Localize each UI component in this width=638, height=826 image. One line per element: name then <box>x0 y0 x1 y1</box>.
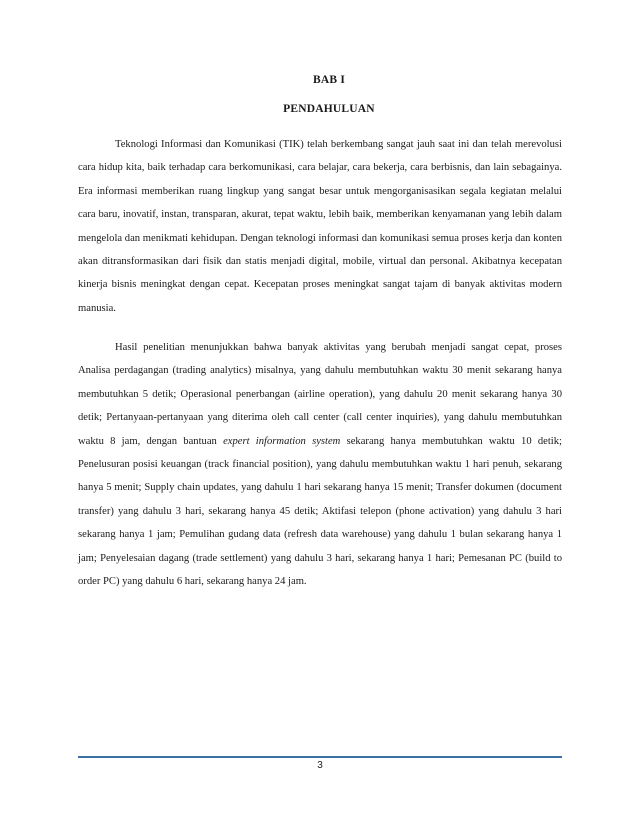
italic-term: expert information system <box>223 435 341 447</box>
paragraph-research-text-start: Hasil penelitian menunjukkan bahwa banyak aktivitas yang berubah menjadi sangat cepat, proses Analisa perdagangan (trading analytics) misalnya, yang dahulu membutuhkan waktu 30 menit sekarang hanya membutuhkan 5 detik; Operasional penerbangan (airline operation), yang dahulu 20 menit sekarang hanya 30 detik; Pertanyaan-pertanyaan yang diterima oleh call center (call center inquiries), yang dahulu membutuhkan waktu 8 jam, dengan bantuan <box>78 342 562 447</box>
chapter-title: PENDAHULUAN <box>283 103 375 115</box>
footer-rule <box>78 756 562 758</box>
chapter-number: BAB I <box>313 74 345 86</box>
page-number: 3 <box>317 760 323 771</box>
paragraph-research <box>78 336 562 593</box>
paragraph-intro: Teknologi Informasi dan Komunikasi (TIK) telah berkembang sangat jauh saat ini dan telah merevolusi cara hidup kita, baik terhadap cara berkomunikasi, cara belajar, cara bekerja, cara berbisnis, dan lain sebagainya. Era informasi memberikan ruang lingkup yang sangat besar untuk mengorganisasikan segala kegiatan melalui cara baru, inovatif, instan, transparan, akurat, tepat waktu, lebih baik, memberikan kenyamanan yang lebih dalam mengelola dan menikmati kehidupan. Dengan teknologi informasi dan komunikasi semua proses kerja dan konten akan ditransformasikan dari fisik dan statis menjadi digital, mobile, virtual dan personal. Akibatnya kecepatan kinerja bisnis meningkat dengan cepat. Kecepatan proses meningkat sangat tajam di banyak aktivitas modern manusia. <box>78 139 562 314</box>
paragraph-research-text-end: sekarang hanya membutuhkan waktu 10 detik; Penelusuran posisi keuangan (track financial position), yang dahulu membutuhkan waktu 1 hari penuh, sekarang hanya 5 menit; Supply chain updates, yang dahulu 1 hari sekarang hanya 15 menit; Transfer dokumen (document transfer) yang dahulu 3 hari, sekarang hanya 45 detik; Aktifasi telepon (phone activation) yang dahulu 3 hari sekarang hanya 1 jam; Pemulihan gudang data (refresh data warehouse) yang dahulu 1 bulan sekarang hanya 1 jam; Penyelesaian dagang (trade settlement) yang dahulu 3 hari, sekarang hanya 1 hari; Pemesanan PC (build to order PC) yang dahulu 6 hari, sekarang hanya 24 jam. <box>78 435 562 588</box>
